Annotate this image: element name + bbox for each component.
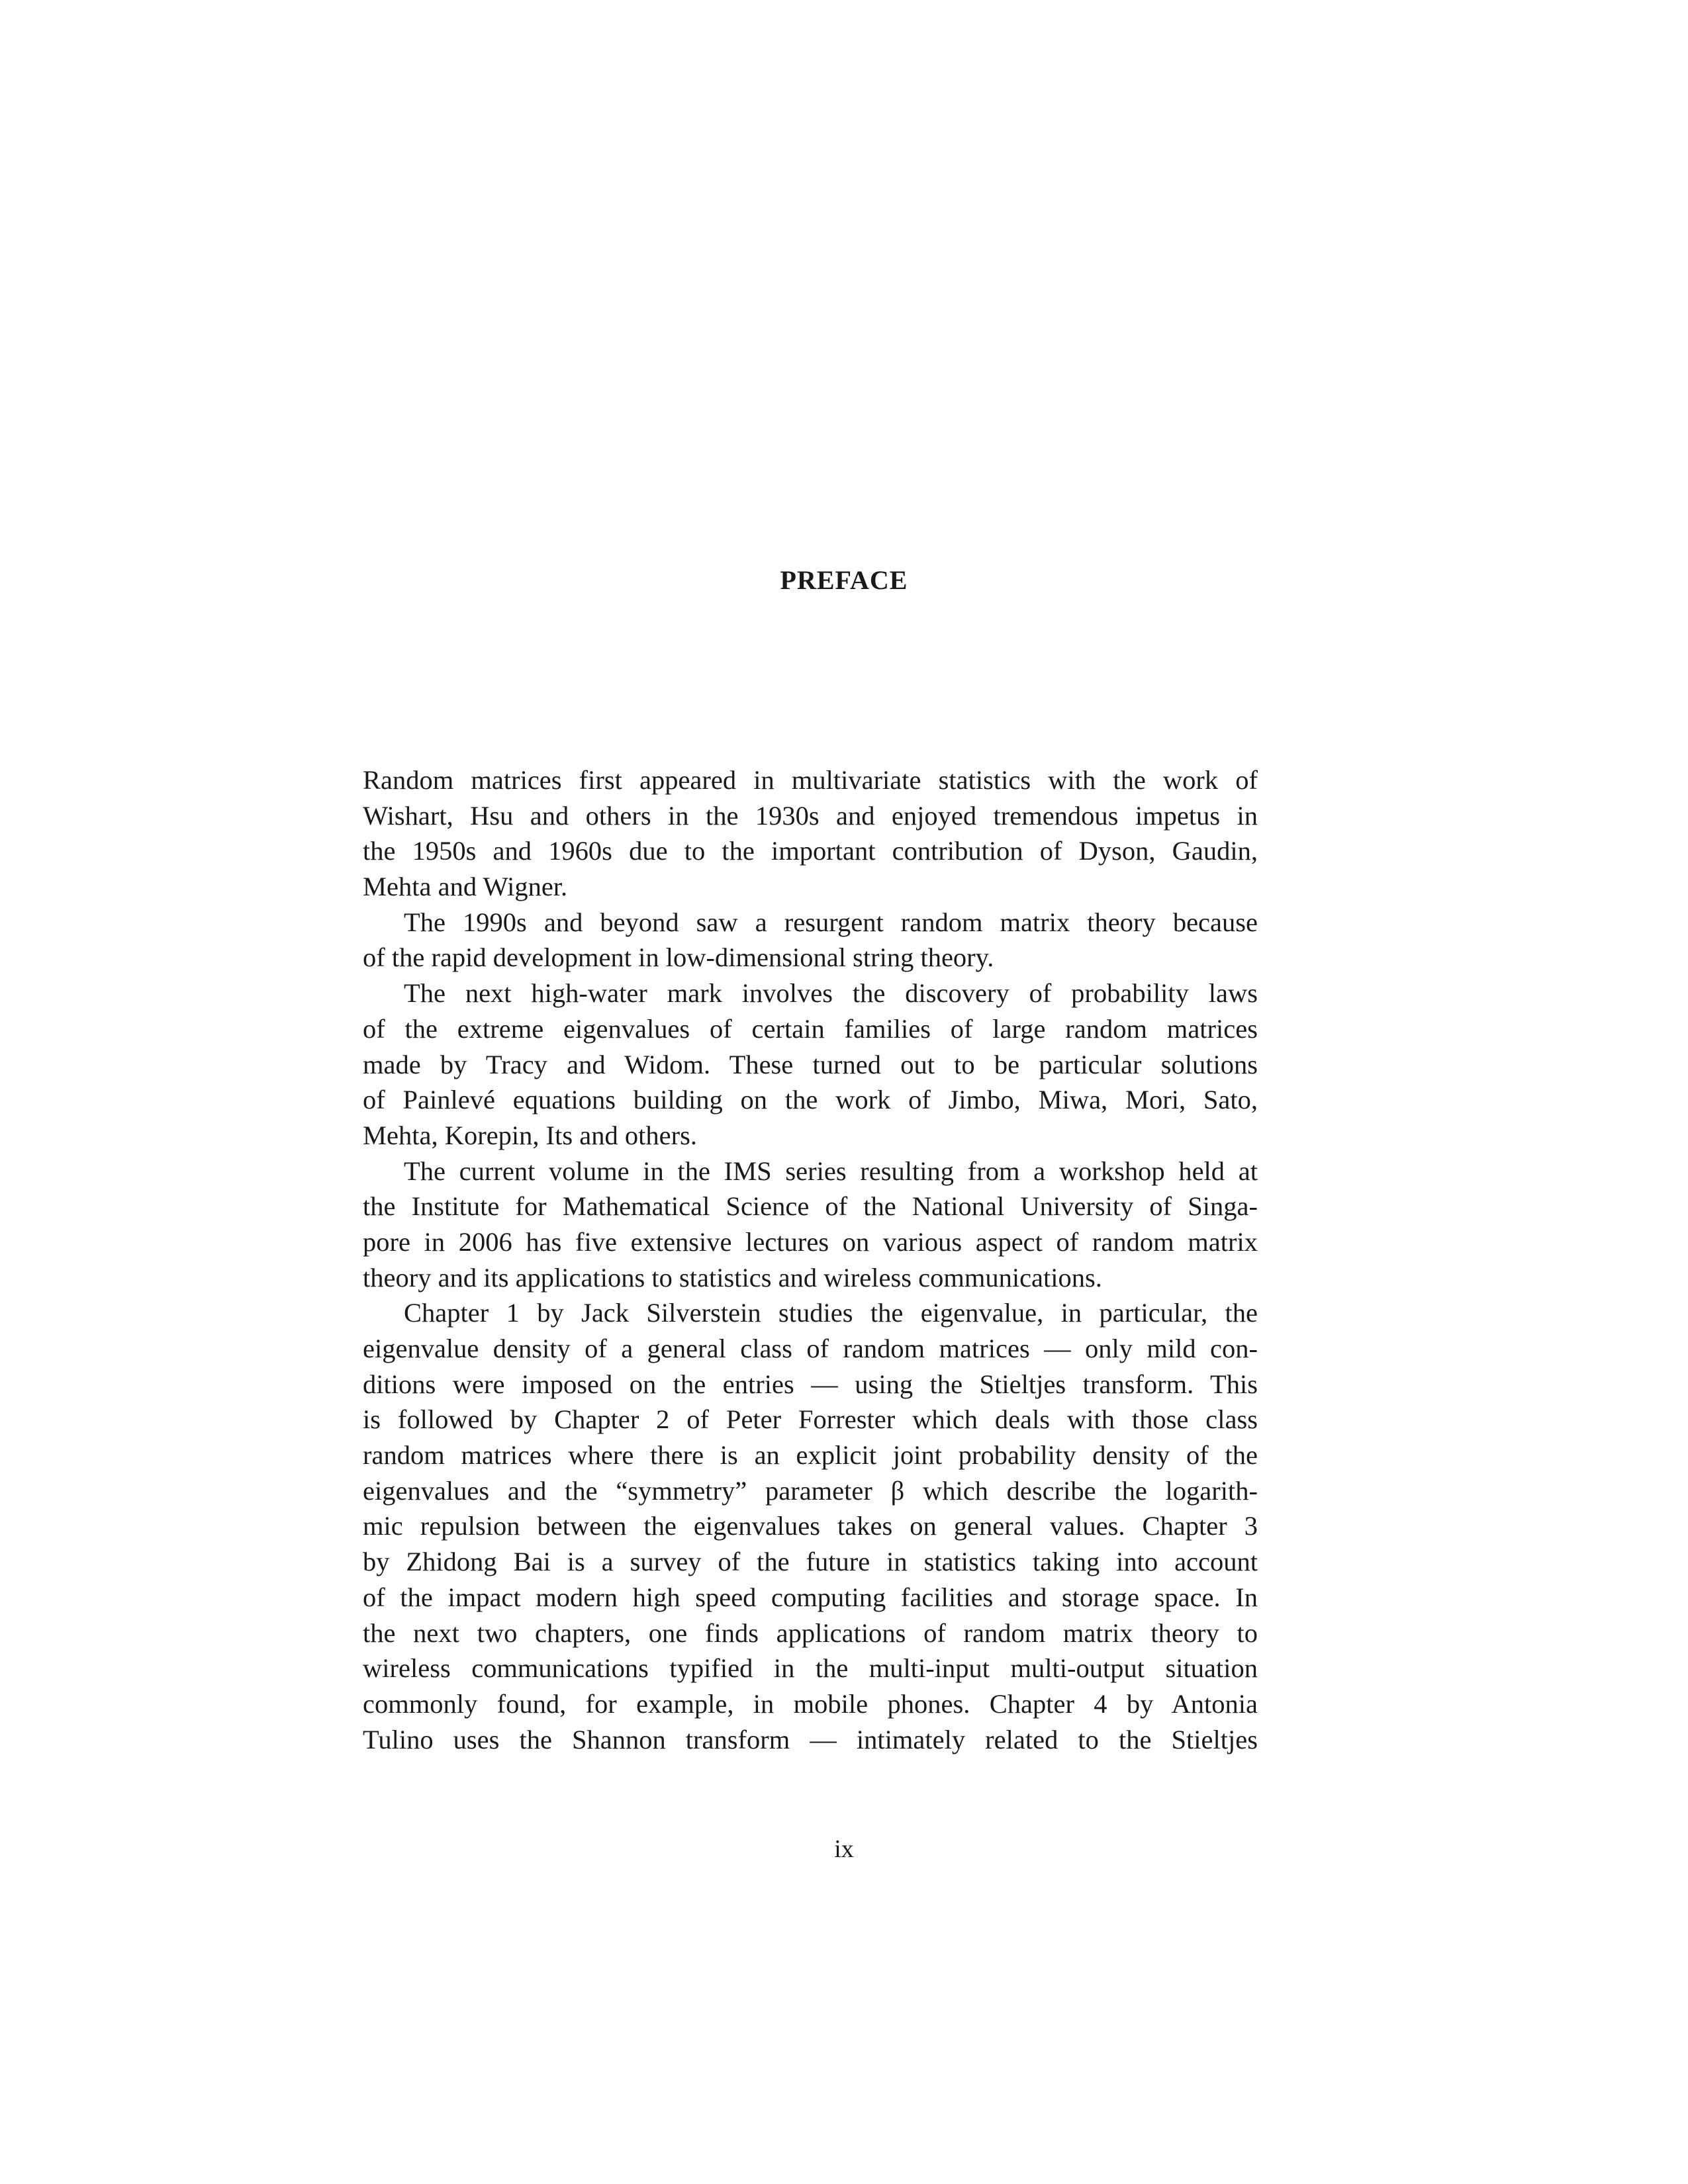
text-line: wireless communications typified in the multi-input multi-output situation [363, 1653, 1258, 1684]
text-line: of the rapid development in low-dimensional string theory. [363, 942, 994, 973]
text-line: pore in 2006 has five extensive lectures on various aspect of random matrix [363, 1226, 1258, 1257]
text-line: by Zhidong Bai is a survey of the future in statistics taking into account [363, 1547, 1258, 1577]
text-line: The current volume in the IMS series resulting from a workshop held at [404, 1156, 1258, 1186]
page-title: PREFACE [780, 565, 908, 595]
paragraph [363, 1295, 1258, 1757]
text-line: of the impact modern high speed computing facilities and storage space. In [363, 1582, 1258, 1612]
text-line: The 1990s and beyond saw a resurgent random matrix theory because [404, 907, 1258, 937]
text-line: of Painlevé equations building on the work of Jimbo, Miwa, Mori, Sato, [363, 1085, 1258, 1115]
text-line: theory and its applications to statistics and wireless communications. [363, 1262, 1102, 1293]
text-line: the 1950s and 1960s due to the important contribution of Dyson, Gaudin, [363, 836, 1258, 866]
text-line: is followed by Chapter 2 of Peter Forrester which deals with those class [363, 1404, 1258, 1435]
text-line: commonly found, for example, in mobile phones. Chapter 4 by Antonia [363, 1688, 1258, 1719]
paragraph [363, 976, 1258, 1153]
text-line: random matrices where there is an explicit joint probability density of the [363, 1440, 1258, 1471]
paragraph [363, 1154, 1258, 1296]
text-line: eigenvalues and the “symmetry” parameter β which describe the logarith- [363, 1475, 1258, 1506]
text-line: Tulino uses the Shannon transform — intimately related to the Stieltjes [363, 1724, 1258, 1754]
text-line: mic repulsion between the eigenvalues takes on general values. Chapter 3 [363, 1511, 1258, 1541]
text-line: Random matrices first appeared in multivariate statistics with the work of [363, 765, 1258, 795]
text-line: Chapter 1 by Jack Silverstein studies the eigenvalue, in particular, the [404, 1298, 1258, 1328]
text-line: of the extreme eigenvalues of certain families of large random matrices [363, 1013, 1258, 1044]
preface-body [363, 762, 1258, 1757]
text-line: the Institute for Mathematical Science of the National University of Singa- [363, 1191, 1258, 1222]
text-line: Mehta, Korepin, Its and others. [363, 1120, 698, 1150]
text-line: eigenvalue density of a general class of random matrices — only mild con- [363, 1334, 1258, 1363]
text-line: ditions were imposed on the entries — using the Stieltjes transform. This [363, 1369, 1258, 1399]
paragraph [363, 762, 1258, 905]
text-line: Wishart, Hsu and others in the 1930s and enjoyed tremendous impetus in [363, 800, 1258, 831]
text-line: the next two chapters, one finds applications of random matrix theory to [363, 1617, 1258, 1648]
text-line: Mehta and Wigner. [363, 872, 568, 902]
text-line: made by Tracy and Widom. These turned out to be particular solutions [363, 1049, 1258, 1079]
page-number: ix [834, 1835, 854, 1863]
text-line: The next high-water mark involves the discovery of probability laws [404, 978, 1258, 1009]
paragraph [363, 905, 1258, 976]
